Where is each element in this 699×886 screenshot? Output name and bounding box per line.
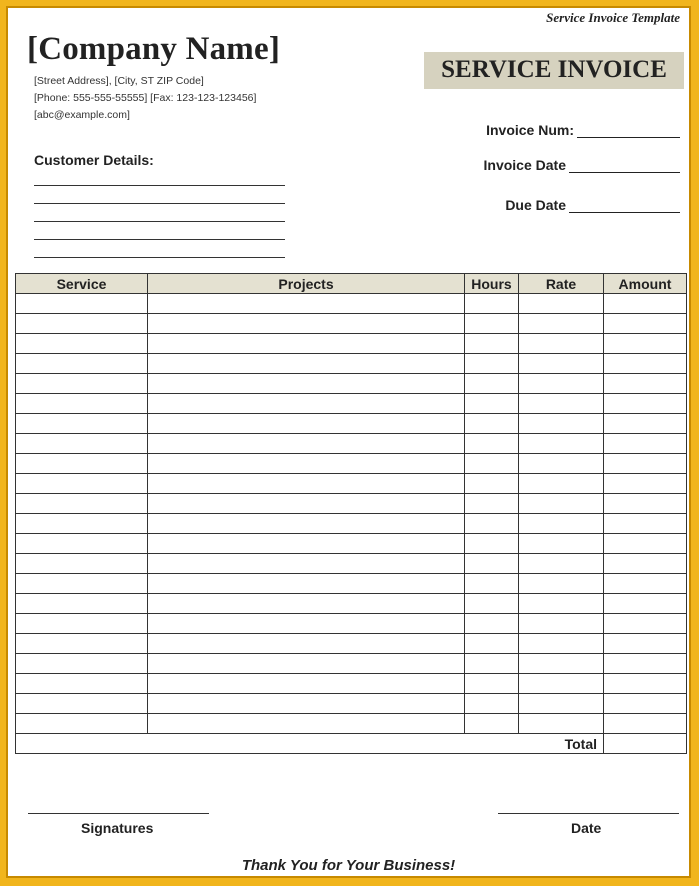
service-cell[interactable] xyxy=(16,714,148,734)
rate-cell[interactable] xyxy=(519,674,604,694)
template-label: Service Invoice Template xyxy=(546,10,680,25)
table-row xyxy=(16,454,687,474)
projects-cell[interactable] xyxy=(148,554,465,574)
amount-cell[interactable] xyxy=(604,674,687,694)
hours-cell[interactable] xyxy=(465,334,519,354)
table-row xyxy=(16,674,687,694)
amount-cell[interactable] xyxy=(604,694,687,714)
customer-line-3[interactable] xyxy=(34,221,285,222)
table-row xyxy=(16,714,687,734)
invoice-date-label: Invoice Date xyxy=(483,157,566,173)
amount-cell[interactable] xyxy=(604,534,687,554)
rate-cell[interactable] xyxy=(519,334,604,354)
rate-cell[interactable] xyxy=(519,694,604,714)
table-row xyxy=(16,474,687,494)
rate-cell[interactable] xyxy=(519,514,604,534)
hours-cell[interactable] xyxy=(465,394,519,414)
rate-cell[interactable] xyxy=(519,574,604,594)
hours-cell[interactable] xyxy=(465,554,519,574)
company-phone-fax: [Phone: 555-555-55555] [Fax: 123-123-123456] xyxy=(34,92,257,104)
rate-cell[interactable] xyxy=(519,654,604,674)
table-row xyxy=(16,294,687,314)
rate-cell[interactable] xyxy=(519,354,604,374)
signatures-label: Signatures xyxy=(81,820,154,836)
hours-cell[interactable] xyxy=(465,494,519,514)
table-row xyxy=(16,414,687,434)
amount-cell[interactable] xyxy=(604,434,687,454)
amount-cell[interactable] xyxy=(604,594,687,614)
projects-cell[interactable] xyxy=(148,574,465,594)
table-row xyxy=(16,614,687,634)
hours-cell[interactable] xyxy=(465,374,519,394)
service-cell[interactable] xyxy=(16,514,148,534)
rate-cell[interactable] xyxy=(519,294,604,314)
table-body xyxy=(16,294,687,734)
service-cell[interactable] xyxy=(16,534,148,554)
hours-cell[interactable] xyxy=(465,474,519,494)
amount-cell[interactable] xyxy=(604,574,687,594)
amount-cell[interactable] xyxy=(604,514,687,534)
service-cell[interactable] xyxy=(16,634,148,654)
service-cell[interactable] xyxy=(16,434,148,454)
rate-cell[interactable] xyxy=(519,474,604,494)
service-cell[interactable] xyxy=(16,354,148,374)
amount-cell[interactable] xyxy=(604,294,687,314)
table-row xyxy=(16,554,687,574)
projects-cell[interactable] xyxy=(148,294,465,314)
signature-line[interactable] xyxy=(28,813,209,814)
projects-cell[interactable] xyxy=(148,474,465,494)
service-cell[interactable] xyxy=(16,454,148,474)
service-cell[interactable] xyxy=(16,414,148,434)
projects-cell[interactable] xyxy=(148,434,465,454)
hours-cell[interactable] xyxy=(465,694,519,714)
projects-cell[interactable] xyxy=(148,354,465,374)
invoice-date-field[interactable] xyxy=(569,159,680,173)
service-cell[interactable] xyxy=(16,374,148,394)
amount-cell[interactable] xyxy=(604,714,687,734)
service-cell[interactable] xyxy=(16,394,148,414)
total-amount-cell[interactable] xyxy=(604,734,687,754)
hours-cell[interactable] xyxy=(465,654,519,674)
customer-line-1[interactable] xyxy=(34,185,285,186)
hours-cell[interactable] xyxy=(465,614,519,634)
service-cell[interactable] xyxy=(16,334,148,354)
header-projects: Projects xyxy=(148,274,465,294)
total-row xyxy=(16,734,687,754)
table-row xyxy=(16,494,687,514)
table-row xyxy=(16,634,687,654)
invoice-page xyxy=(6,6,691,878)
rate-cell[interactable] xyxy=(519,634,604,654)
projects-cell[interactable] xyxy=(148,514,465,534)
date-line[interactable] xyxy=(498,813,679,814)
customer-line-2[interactable] xyxy=(34,203,285,204)
table-row xyxy=(16,594,687,614)
invoice-title: SERVICE INVOICE xyxy=(441,56,667,83)
table-row xyxy=(16,334,687,354)
table-row xyxy=(16,534,687,554)
projects-cell[interactable] xyxy=(148,674,465,694)
customer-line-4[interactable] xyxy=(34,239,285,240)
projects-cell[interactable] xyxy=(148,394,465,414)
projects-cell[interactable] xyxy=(148,534,465,554)
hours-cell[interactable] xyxy=(465,454,519,474)
rate-cell[interactable] xyxy=(519,714,604,734)
table-row xyxy=(16,314,687,334)
amount-cell[interactable] xyxy=(604,354,687,374)
table-row xyxy=(16,694,687,714)
service-cell[interactable] xyxy=(16,614,148,634)
rate-cell[interactable] xyxy=(519,434,604,454)
due-date-label: Due Date xyxy=(505,197,566,213)
rate-cell[interactable] xyxy=(519,494,604,514)
rate-cell[interactable] xyxy=(519,614,604,634)
invoice-num-label: Invoice Num: xyxy=(486,122,574,138)
projects-cell[interactable] xyxy=(148,594,465,614)
service-cell[interactable] xyxy=(16,314,148,334)
hours-cell[interactable] xyxy=(465,294,519,314)
projects-cell[interactable] xyxy=(148,654,465,674)
table-row xyxy=(16,574,687,594)
amount-cell[interactable] xyxy=(604,334,687,354)
projects-cell[interactable] xyxy=(148,494,465,514)
rate-cell[interactable] xyxy=(519,594,604,614)
rate-cell[interactable] xyxy=(519,454,604,474)
projects-cell[interactable] xyxy=(148,614,465,634)
hours-cell[interactable] xyxy=(465,594,519,614)
rate-cell[interactable] xyxy=(519,374,604,394)
thank-you-message: Thank You for Your Business! xyxy=(241,857,456,874)
projects-cell[interactable] xyxy=(148,414,465,434)
amount-cell[interactable] xyxy=(604,614,687,634)
table-row xyxy=(16,434,687,454)
amount-cell[interactable] xyxy=(604,474,687,494)
service-cell[interactable] xyxy=(16,494,148,514)
due-date-row xyxy=(505,197,680,213)
hours-cell[interactable] xyxy=(465,674,519,694)
projects-cell[interactable] xyxy=(148,714,465,734)
hours-cell[interactable] xyxy=(465,354,519,374)
total-label: Total xyxy=(16,734,604,754)
service-cell[interactable] xyxy=(16,554,148,574)
hours-cell[interactable] xyxy=(465,634,519,654)
amount-cell[interactable] xyxy=(604,454,687,474)
hours-cell[interactable] xyxy=(465,434,519,454)
service-cell[interactable] xyxy=(16,474,148,494)
rate-cell[interactable] xyxy=(519,314,604,334)
hours-cell[interactable] xyxy=(465,714,519,734)
amount-cell[interactable] xyxy=(604,494,687,514)
projects-cell[interactable] xyxy=(148,334,465,354)
due-date-field[interactable] xyxy=(569,199,680,213)
hours-cell[interactable] xyxy=(465,314,519,334)
rate-cell[interactable] xyxy=(519,414,604,434)
table-row xyxy=(16,374,687,394)
projects-cell[interactable] xyxy=(148,634,465,654)
company-email: [abc@example.com] xyxy=(34,109,130,121)
header-amount: Amount xyxy=(604,274,687,294)
service-cell[interactable] xyxy=(16,694,148,714)
hours-cell[interactable] xyxy=(465,534,519,554)
company-address: [Street Address], [City, ST ZIP Code] xyxy=(34,75,204,87)
projects-cell[interactable] xyxy=(148,314,465,334)
table-row xyxy=(16,394,687,414)
rate-cell[interactable] xyxy=(519,394,604,414)
amount-cell[interactable] xyxy=(604,554,687,574)
hours-cell[interactable] xyxy=(465,574,519,594)
service-cell[interactable] xyxy=(16,654,148,674)
projects-cell[interactable] xyxy=(148,454,465,474)
header-service: Service xyxy=(16,274,148,294)
amount-cell[interactable] xyxy=(604,654,687,674)
projects-cell[interactable] xyxy=(148,694,465,714)
table-header-row xyxy=(16,274,687,294)
invoice-title-box xyxy=(424,52,684,89)
table-row xyxy=(16,654,687,674)
service-cell[interactable] xyxy=(16,574,148,594)
amount-cell[interactable] xyxy=(604,314,687,334)
table-row xyxy=(16,354,687,374)
rate-cell[interactable] xyxy=(519,534,604,554)
amount-cell[interactable] xyxy=(604,374,687,394)
amount-cell[interactable] xyxy=(604,414,687,434)
customer-details-label: Customer Details: xyxy=(34,152,154,168)
customer-line-5[interactable] xyxy=(34,257,285,258)
invoice-num-field[interactable] xyxy=(577,124,680,138)
invoice-date-row xyxy=(484,157,680,173)
service-cell[interactable] xyxy=(16,594,148,614)
hours-cell[interactable] xyxy=(465,414,519,434)
header-rate: Rate xyxy=(519,274,604,294)
service-cell[interactable] xyxy=(16,674,148,694)
hours-cell[interactable] xyxy=(465,514,519,534)
amount-cell[interactable] xyxy=(604,634,687,654)
rate-cell[interactable] xyxy=(519,554,604,574)
company-name: [Company Name] xyxy=(27,31,281,67)
projects-cell[interactable] xyxy=(148,374,465,394)
header-hours: Hours xyxy=(465,274,519,294)
amount-cell[interactable] xyxy=(604,394,687,414)
service-cell[interactable] xyxy=(16,294,148,314)
table-row xyxy=(16,514,687,534)
footer-date-label: Date xyxy=(571,820,602,836)
service-table xyxy=(15,273,687,754)
invoice-num-row xyxy=(486,122,680,138)
